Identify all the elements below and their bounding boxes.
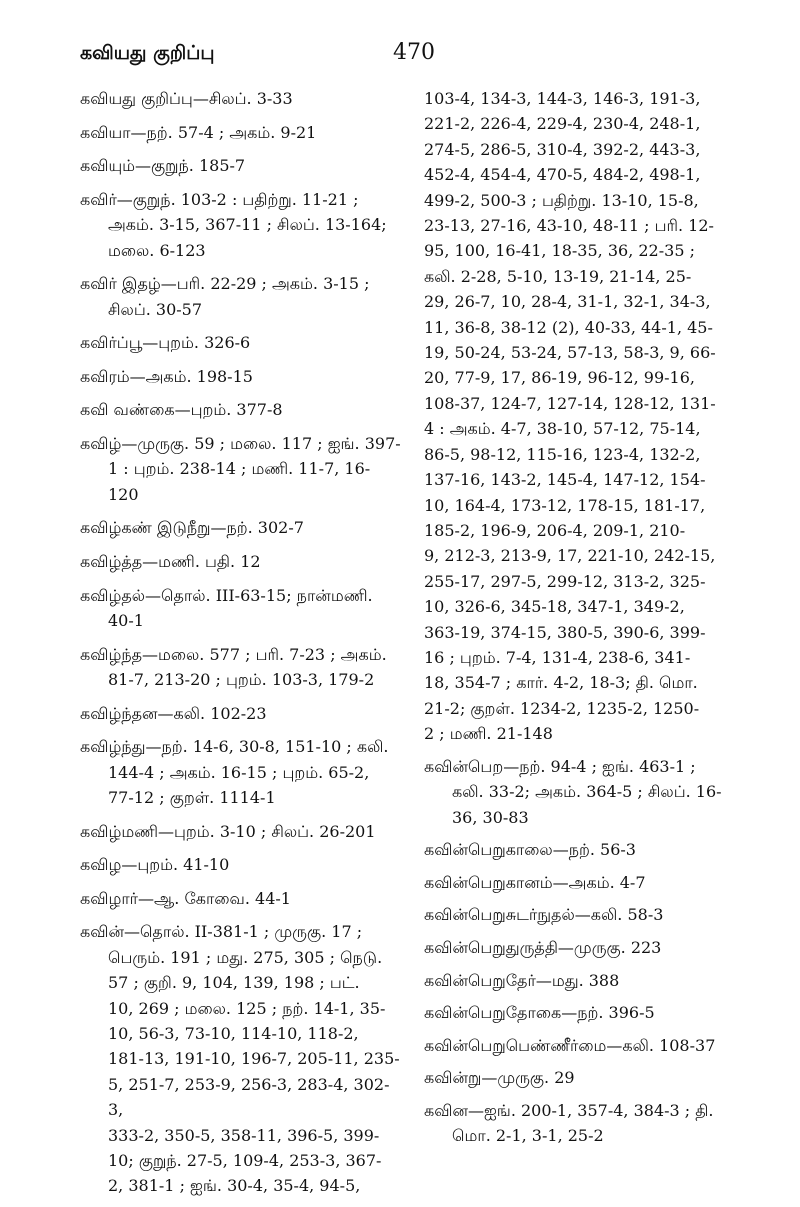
index-entry: கவின்—தொல். II-381-1 ; முருகு. 17 ; பெரும். 191 ; மது. 275, 305 ; நெடு. 57 ; குறி. 9, 104, 139, 198 ; பட். 10, 269 ; மலை. 125 ; நற். 14-1, 35- 10, 56-3, 73-10, 114-10, 118-2, 181-13, 191-10, 196-7, 205-11, 235- 5, 251-7, 253-9, 256-3, 283-4, 302-3, 333-2, 350-5, 358-11, 396-5, 399- 10; குறுந். 27-5, 109-4, 253-3, 367- 2, 381-1 ; ஐங். 30-4, 35-4, 94-5, (80, 922, 400, 1196)
index-entry: கவிர் இதழ்—பரி. 22-29 ; அகம். 3-15 ; சிலப். 30-57 (80, 274, 370, 319)
index-entry: கவிரம்—அகம். 198-15 (80, 366, 253, 386)
index-entry: கவின்பெறுதுருத்தி—முருகு. 223 (424, 937, 662, 957)
index-entry: கவின்பெறுதோகை—நற். 396-5 (424, 1003, 655, 1023)
index-entry: கவியும்—குறுந். 185-7 (80, 156, 246, 176)
index-entry: கவிழார்—ஆ. கோவை. 44-1 (80, 888, 291, 908)
page-number: 470 (393, 40, 435, 65)
index-entry: கவிழ—புறம். 41-10 (80, 855, 230, 875)
index-entry: கவின்பெறுதேர்—மது. 388 (424, 970, 620, 990)
index-entry: கவிழ்ந்து—நற். 14-6, 30-8, 151-10 ; கலி. 144-4 ; அகம். 16-15 ; புறம். 65-2, 77-12 ; குறள். 1114-1 (80, 737, 389, 807)
index-entry: கவின—ஐங். 200-1, 357-4, 384-3 ; தி. மொ. 2-1, 3-1, 25-2 (424, 1100, 714, 1146)
index-entry: கவின்று—முருகு. 29 (424, 1068, 575, 1088)
index-entry: கவிழ்—முருகு. 59 ; மலை. 117 ; ஐங். 397- 1 : புறம். 238-14 ; மணி. 11-7, 16- 120 (80, 433, 401, 504)
index-entry: கவியது குறிப்பு—சிலப். 3-33 (80, 89, 293, 108)
index-entry: கவிழ்மணி—புறம். 3-10 ; சிலப். 26-201 (80, 821, 376, 841)
index-entry: கவியா—நற். 57-4 ; அகம். 9-21 (80, 122, 317, 142)
index-entry: கவிழ்கண் இடுநீறு—நற். 302-7 (80, 518, 304, 538)
index-entry: கவிழ்ந்த—மலை. 577 ; பரி. 7-23 ; அகம். 81-7, 213-20 ; புறம். 103-3, 179-2 (80, 644, 387, 689)
right-column (424, 86, 760, 1156)
index-entry: கவின்பெறுகானம்—அகம். 4-7 (424, 872, 646, 892)
index-entry: கவின்பெறுபெண்ணீர்மை—கலி. 108-37 (424, 1035, 716, 1055)
index-entry: கவிர்—குறுந். 103-2 : பதிற்று. 11-21 ; அகம். 3-15, 367-11 ; சிலப். 13-164; மலை. 6-123 (80, 189, 387, 260)
index-entry: கவின்பெறுகாலை—நற். 56-3 (424, 840, 636, 860)
running-head: கவியது குறிப்பு (80, 42, 215, 64)
index-entry: கவின்பெற—நற். 94-4 ; ஐங். 463-1 ; கலி. 33-2; அகம். 364-5 ; சிலப். 16- 36, 30-83 (424, 756, 722, 827)
index-entry: கவி வண்கை—புறம். 377-8 (80, 400, 283, 420)
index-entry: கவிழ்ந்தன—கலி. 102-23 (80, 703, 267, 723)
index-entry: கவிழ்த்த—மணி. பதி. 12 (80, 551, 261, 571)
index-entry-continuation: 103-4, 134-3, 144-3, 146-3, 191-3, 221-2, 226-4, 229-4, 230-4, 248-1, 274-5, 286-5, 310-4, 392-2, 443-3, 452-4, 454-4, 470-5, 484-2, 498-1, 499-2, 500-3 ; பதிற்று. 13-10, 15-8, 23-13, 27-16, 43-10, 48-11 ; பரி. 12- 95, 100, 16-41, 18-35, 36, 22-35 ; கலி. 2-28, 5-10, 13-19, 21-14, 25- 29, 26-7, 10, 28-4, 31-1, 32-1, 34-3, 11, 36-8, 38-12 (2), 40-33, 44-1, 45- 19, 50-24, 53-24, 57-13, 58-3, 9, 66- 20, 77-9, 17, 86-19, 96-12, 99-16, 108-37, 124-7, 127-14, 128-12, 131- 4 : அகம். 4-7, 38-10, 57-12, 75-14, 86-5, 98-12, 115-16, 123-4, 132-2, 137-16, 143-2, 145-4, 147-12, 154- 10, 164-4, 173-12, 178-15, 181-17, 185-2, 196-9, 206-4, 209-1, 210- 9, 212-3, 213-9, 17, 221-10, 242-15, 255-17, 297-5, 299-12, 313-2, 325- 10, 326-6, 345-18, 347-1, 349-2, 363-19, 374-15, 380-5, 390-6, 399- 16 ; புறம். 7-4, 131-4, 238-6, 341- 18, 354-7 ; கார். 4-2, 18-3; தி. மொ. 21-2; குறள். 1234-2, 1235-2, 1250- 2 ; மணி. 21-148 (424, 89, 716, 744)
left-column (80, 86, 402, 1207)
index-entry: கவின்பெறுசுடர்நுதல்—கலி. 58-3 (424, 905, 664, 925)
index-entry: கவிர்ப்பூ—புறம். 326-6 (80, 333, 251, 353)
index-entry: கவிழ்தல்—தொல். III-63-15; நான்மணி. 40-1 (80, 585, 373, 630)
